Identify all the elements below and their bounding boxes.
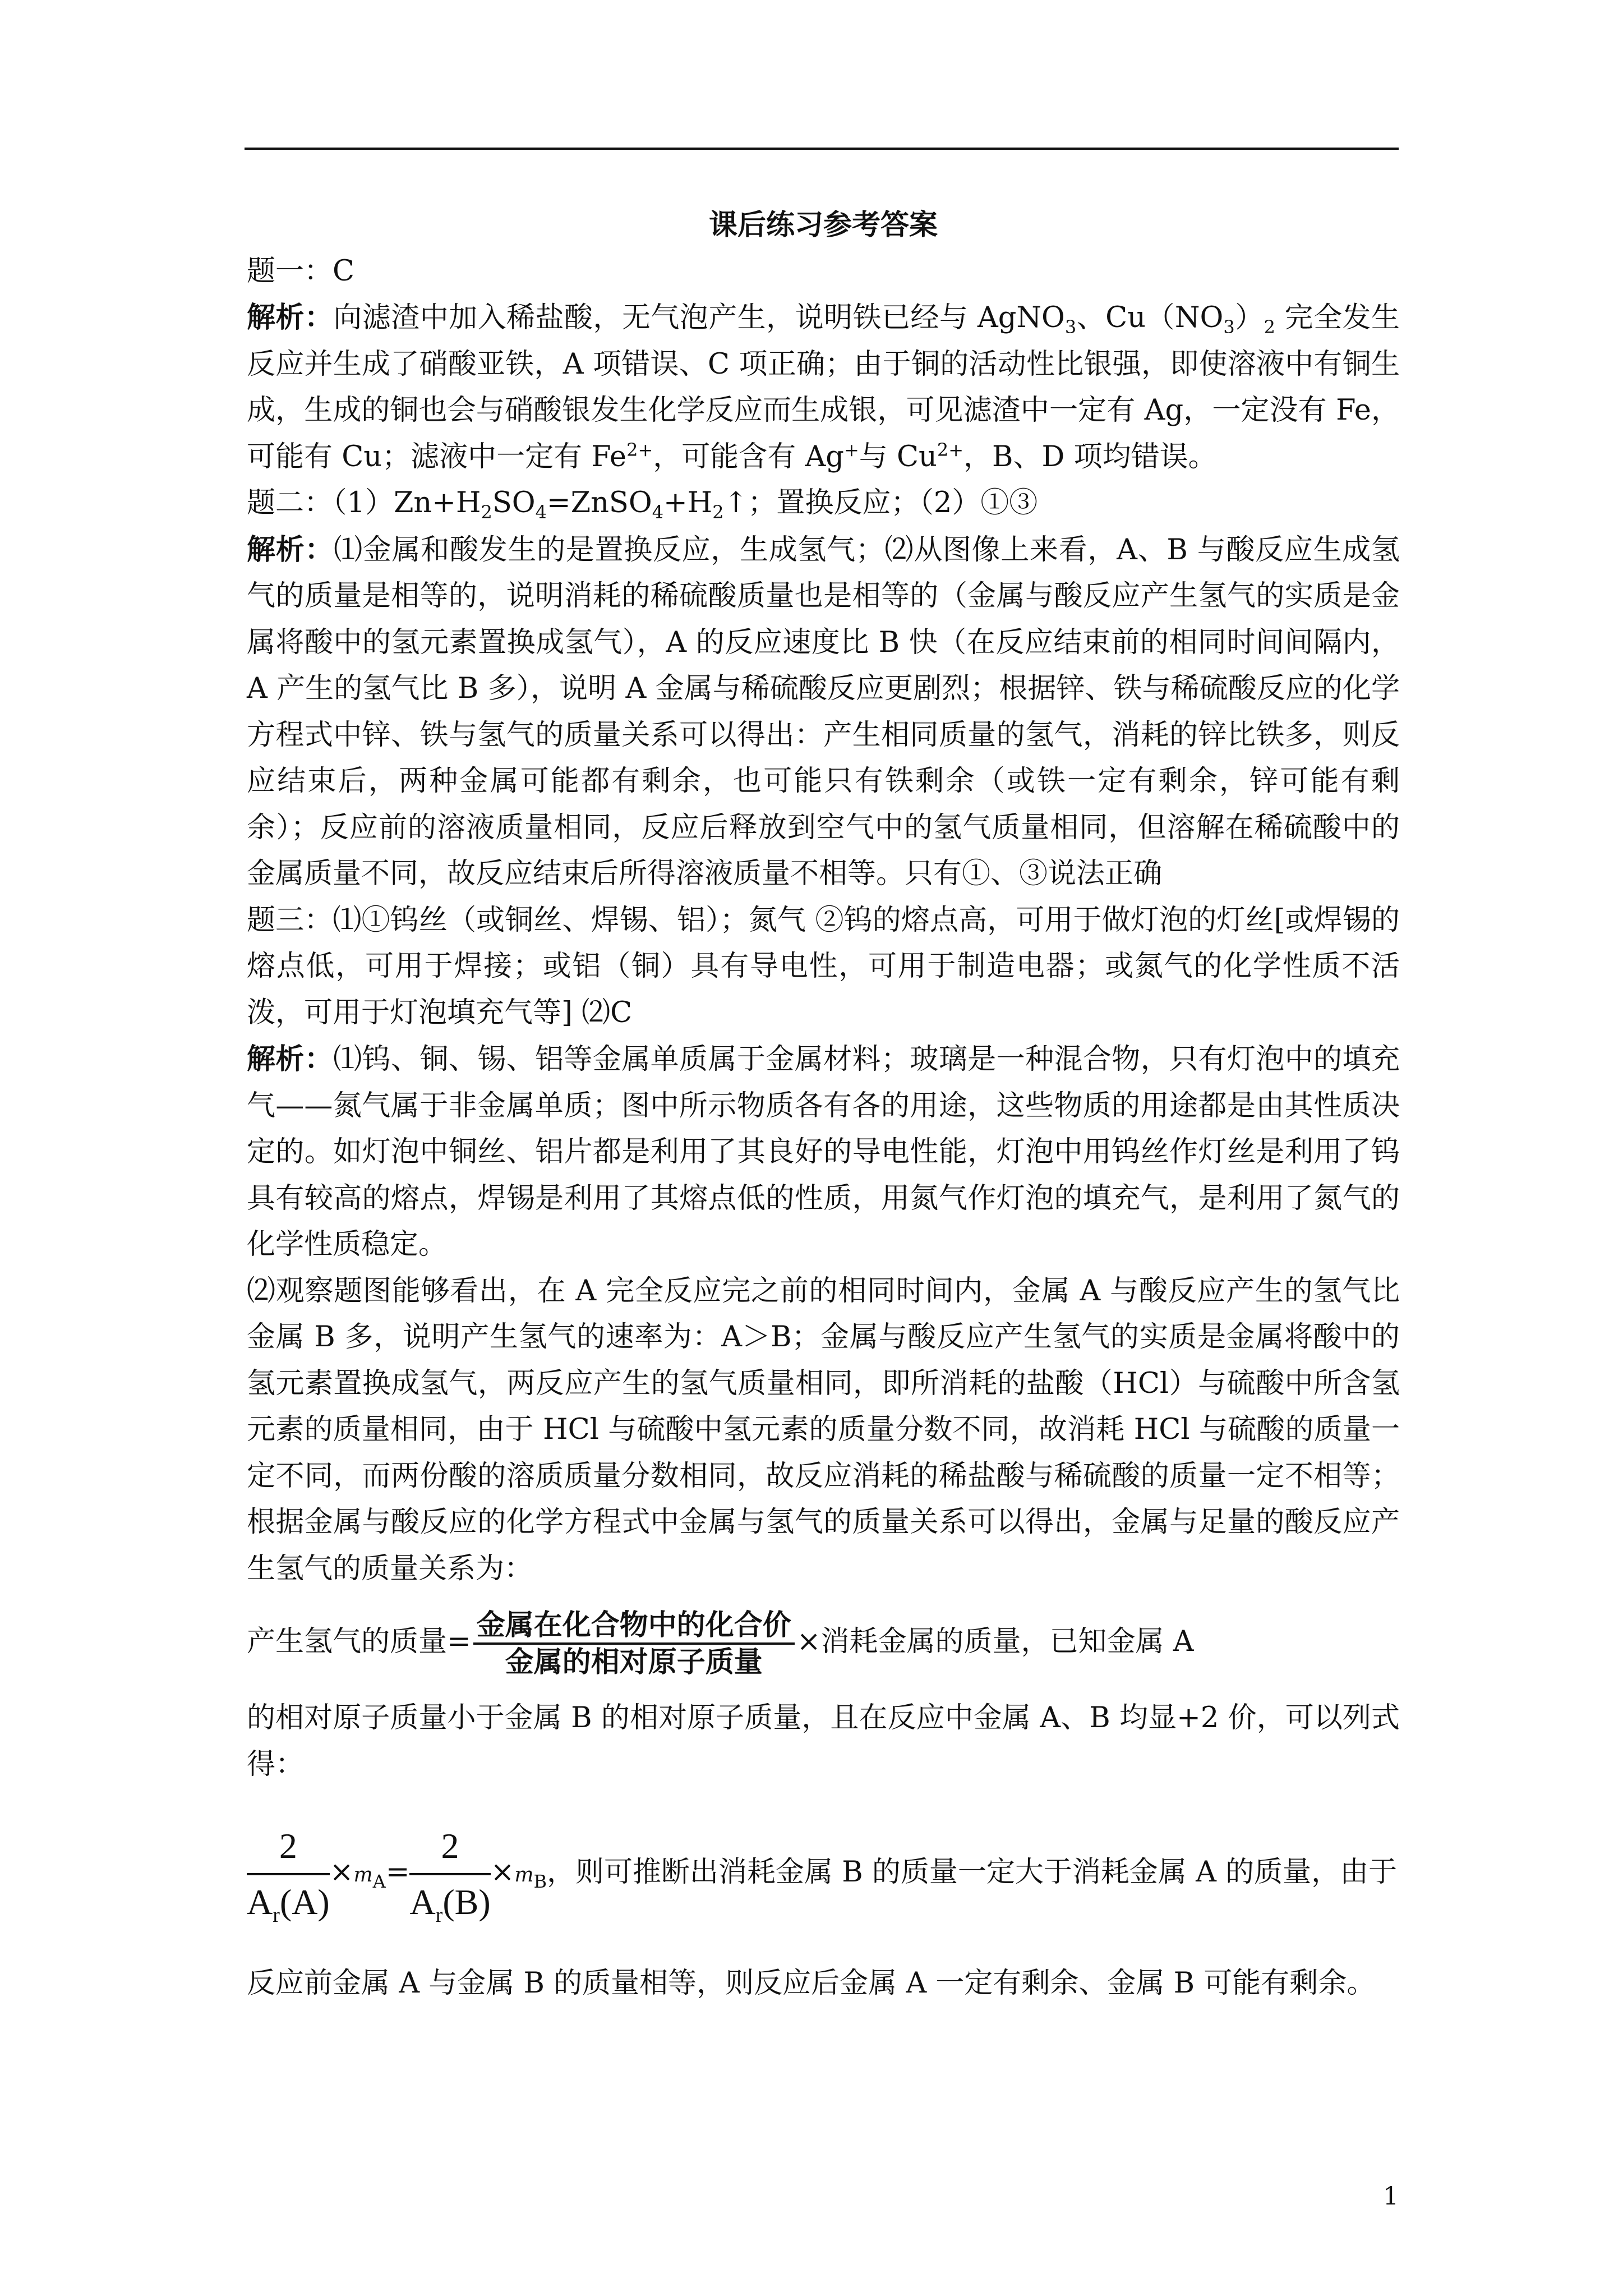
mass-relation-formula: 产生氢气的质量= $\frac{\text{金属在化合物中的化合价}}{\text{金属的相对原子质量}}$ ×消耗金属的质量，已知金属 A — [247, 1608, 1194, 1679]
q3-analysis-3: 的相对原子质量小于金属 B 的相对原子质量，且在反应中金属 A、B 均显+2 价，可以列式得： — [247, 1701, 1400, 1781]
q3-answer: 题三：⑴①钨丝（或铜丝、焊锡、铝）；氮气 ②钨的熔点高，可用于做灯泡的灯丝[或焊锡的熔点低，可用于焊接；或铝（铜）具有导电性，可用于制造电器；或氮气的化学性质不活泼，可用于灯泡填充气等] ⑵C — [247, 903, 1400, 1029]
q2-analysis: 解析：⑴金属和酸发生的是置换反应，生成氢气；⑵从图像上来看，A、B 与酸反应生成氢气的质量是相等的，说明消耗的稀硫酸质量也是相等的（金属与酸反应产生氢气的实质是金属将酸中的氢元素置换成氢气），A 的反应速度比 B 快（在反应结束前的相同时间间隔内，A 产生的氢气比 B 多），说明 A 金属与稀硫酸反应更剧烈；根据锌、铁与稀硫酸反应的化学方程式中锌、铁与氢气的质量关系可以得出：产生相同质量的氢气，消耗的锌比铁多，则反应结束后，两种金属可能都有剩余，也可能只有铁剩余（或铁一定有剩余，锌可能有剩余）；反应前的溶液质量相同，反应后释放到空气中的氢气质量相同，但溶解在稀硫酸中的金属质量不同，故反应结束后所得溶液质量不相等。只有①、③说法正确 — [247, 532, 1400, 890]
q3-analysis-4: 反应前金属 A 与金属 B 的质量相等，则反应后金属 A 一定有剩余、金属 B 可能有剩余。 — [247, 1967, 1376, 2000]
q3-analysis-1: 解析：⑴钨、铜、锡、铝等金属单质属于金属材料；玻璃是一种混合物，只有灯泡中的填充气——氮气属于非金属单质；图中所示物质各有各的用途，这些物质的用途都是由其性质决定的。如灯泡中铜丝、铝片都是利用了其良好的导电性能，灯泡中用钨丝作灯丝是利用了钨具有较高的熔点，焊锡是利用了其熔点低的性质，用氮气作灯泡的填充气，是利用了氮气的化学性质稳定。 — [247, 1042, 1400, 1261]
page-title: 课后练习参考答案 — [708, 208, 938, 242]
q1-analysis: 解析：向滤渣中加入稀盐酸，无气泡产生，说明铁已经与 AgNO$_3$、$Cu(NO_3)_2$ 完全发生反应并生成了硝酸亚铁，A 项错误、C 项正确；由于铜的活动性比银强，即使溶液中有铜生成，生成的铜也会与硝酸银发生化学反应而生成银，可见滤渣中一定有 Ag，一定没有 Fe，可能有 Cu；滤液中一定有 $Fe^{2+}$，可能含有 Ag+与 $Cu^{2+}$，B、D 项均错误。 — [247, 301, 1400, 473]
q2-answer: 题二：$(1)Zn+H_2SO_4=ZnSO_4+H_2↑$；置换反应；（2）①③ — [247, 486, 1038, 523]
header-rule — [245, 148, 1399, 150]
document-body — [247, 202, 1400, 2007]
page-number: 1 — [1383, 2182, 1399, 2211]
q3-analysis-2: ⑵观察题图能够看出，在 A 完全反应完之前的相同时间内，金属 A 与酸反应产生的氢气比金属 B 多，说明产生氢气的速率为：A＞B；金属与酸反应产生氢气的实质是金属将酸中的氢元素置换成氢气，两反应产生的氢气质量相同，即所消耗的盐酸（HCl）与硫酸中所含氢元素的质量相同，由于 HCl 与硫酸中氢元素的质量分数不同，故消耗 HCl 与硫酸的质量一定不同，而两份酸的溶质质量分数相同，故反应消耗的稀盐酸与稀硫酸的质量一定不相等；根据金属与酸反应的化学方程式中金属与氢气的质量关系可以得出，金属与足量的酸反应产生氢气的质量关系为： — [247, 1274, 1400, 1585]
fraction-a: $\frac{2}{A_r(A)}$ — [247, 1819, 330, 1929]
q1-answer: 题一：C — [247, 254, 355, 288]
fraction-b: $\frac{2}{A_r(B)}$ — [409, 1819, 490, 1929]
ratio-equation: $\frac{2}{A_r(A)}$ $\times m_A=$ $\frac{2}{A_r(B)}$ $\times m_B$，则可推断出消耗金属 B 的质量一定大于消耗金属 A 的质量，由于 — [247, 1819, 1400, 1929]
valence-fraction: $\frac{\text{金属在化合物中的化合价}}{\text{金属的相对原子质量}}$ — [473, 1608, 795, 1680]
analysis-label: 解析： — [247, 301, 334, 334]
analysis-label: 解析： — [247, 1042, 334, 1076]
analysis-label: 解析： — [247, 532, 334, 567]
